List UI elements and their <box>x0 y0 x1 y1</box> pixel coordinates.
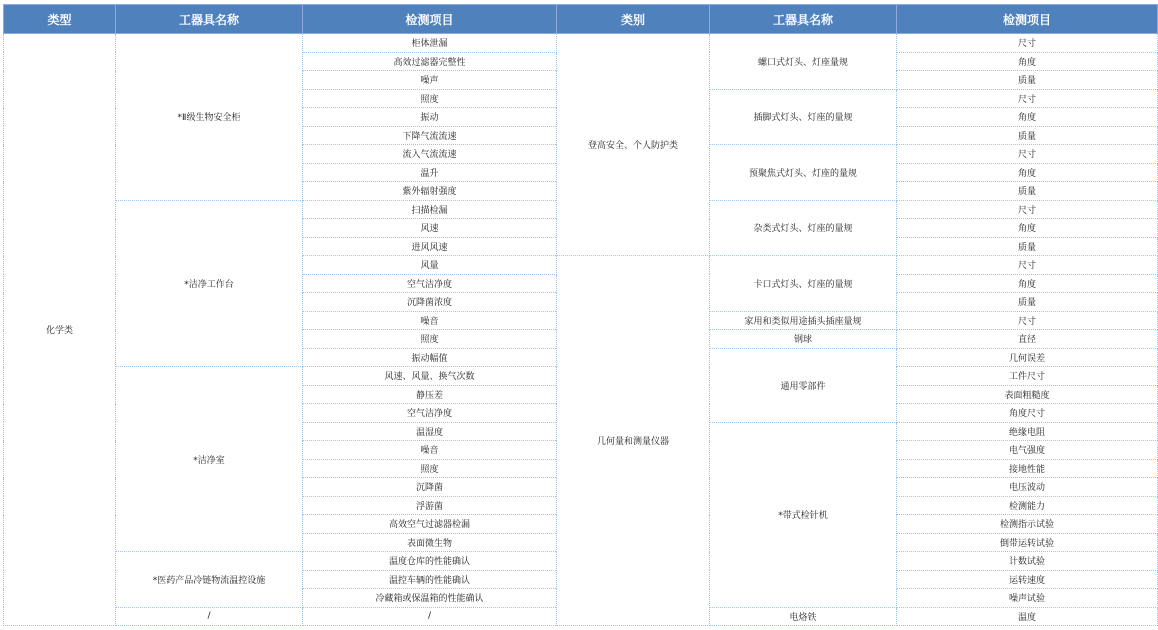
test-item-cell: 电压波动 <box>897 478 1158 497</box>
test-item-cell: 高效空气过滤器检漏 <box>303 515 557 534</box>
test-item-cell: 角度 <box>897 219 1158 238</box>
test-item-cell: 运转速度 <box>897 570 1158 589</box>
test-item-cell: 质量 <box>897 182 1158 201</box>
test-item-cell: 温升 <box>303 163 557 182</box>
test-item-cell: 噪音 <box>303 441 557 460</box>
test-item-cell: 质量 <box>897 293 1158 312</box>
inspection-table <box>3 4 1158 626</box>
tool-name-cell: 插脚式灯头、灯座的量规 <box>710 89 897 145</box>
test-item-cell: 检测指示试验 <box>897 515 1158 534</box>
test-item-cell: 照度 <box>303 89 557 108</box>
header-tool-name-right: 工器具名称 <box>710 5 897 34</box>
test-item-cell: 温度 <box>897 607 1158 626</box>
tool-name-cell: 杂类式灯头、灯座的量规 <box>710 200 897 256</box>
test-item-cell: 振动 <box>303 108 557 127</box>
test-item-cell: 角度 <box>897 274 1158 293</box>
tool-name-cell: 螺口式灯头、灯座量规 <box>710 34 897 90</box>
test-item-cell: 高效过滤器完整性 <box>303 52 557 71</box>
test-item-cell: 温度仓库的性能确认 <box>303 552 557 571</box>
tool-name-cell: *洁净室 <box>116 367 303 552</box>
test-item-cell: 噪音 <box>303 311 557 330</box>
test-item-cell: 冷藏箱或保温箱的性能确认 <box>303 589 557 608</box>
test-item-cell: 表面粗糙度 <box>897 385 1158 404</box>
test-item-cell: 空气洁净度 <box>303 404 557 423</box>
test-item-cell: 电气强度 <box>897 441 1158 460</box>
test-item-cell: 噪声 <box>303 71 557 90</box>
category-cell: 几何量和测量仪器 <box>557 256 710 626</box>
test-item-cell: 角度尺寸 <box>897 404 1158 423</box>
header-category: 类别 <box>557 5 710 34</box>
test-item-cell: 振动幅值 <box>303 348 557 367</box>
table-row <box>4 34 1158 53</box>
test-item-cell: 沉降菌浓度 <box>303 293 557 312</box>
test-item-cell: / <box>303 607 557 626</box>
test-item-cell: 尺寸 <box>897 311 1158 330</box>
test-item-cell: 进风风速 <box>303 237 557 256</box>
test-item-cell: 质量 <box>897 237 1158 256</box>
header-type: 类型 <box>4 5 116 34</box>
test-item-cell: 表面微生物 <box>303 533 557 552</box>
test-item-cell: 绝缘电阻 <box>897 422 1158 441</box>
test-item-cell: 照度 <box>303 459 557 478</box>
tool-name-cell: 家用和类似用途插头插座量规 <box>710 311 897 330</box>
test-item-cell: 下降气流流速 <box>303 126 557 145</box>
test-item-cell: 角度 <box>897 163 1158 182</box>
header-test-item-left: 检测项目 <box>303 5 557 34</box>
tool-name-cell: 预聚焦式灯头、灯座的量规 <box>710 145 897 201</box>
test-item-cell: 紫外辐射强度 <box>303 182 557 201</box>
test-item-cell: 尺寸 <box>897 256 1158 275</box>
test-item-cell: 直径 <box>897 330 1158 349</box>
test-item-cell: 流入气流流速 <box>303 145 557 164</box>
tool-name-cell: *带式检针机 <box>710 422 897 607</box>
test-item-cell: 噪声试验 <box>897 589 1158 608</box>
test-item-cell: 质量 <box>897 126 1158 145</box>
test-item-cell: 沉降菌 <box>303 478 557 497</box>
test-item-cell: 静压差 <box>303 385 557 404</box>
tool-name-cell: 钢球 <box>710 330 897 349</box>
tool-name-cell: *医药产品冷链物流温控设施 <box>116 552 303 608</box>
test-item-cell: 扫描检漏 <box>303 200 557 219</box>
test-item-cell: 风量 <box>303 256 557 275</box>
test-item-cell: 照度 <box>303 330 557 349</box>
category-cell: 登高安全、个人防护类 <box>557 34 710 256</box>
test-item-cell: 尺寸 <box>897 145 1158 164</box>
test-item-cell: 温控车辆的性能确认 <box>303 570 557 589</box>
test-item-cell: 风速 <box>303 219 557 238</box>
test-item-cell: 计数试验 <box>897 552 1158 571</box>
test-item-cell: 角度 <box>897 108 1158 127</box>
type-cell: 化学类 <box>4 34 116 626</box>
test-item-cell: 空气洁净度 <box>303 274 557 293</box>
tool-name-cell: 电烙铁 <box>710 607 897 626</box>
test-item-cell: 检测能力 <box>897 496 1158 515</box>
test-item-cell: 柜体泄漏 <box>303 34 557 53</box>
header-row <box>4 5 1158 34</box>
test-item-cell: 倒带运转试验 <box>897 533 1158 552</box>
tool-name-cell: / <box>116 607 303 626</box>
test-item-cell: 尺寸 <box>897 34 1158 53</box>
tool-name-cell: 通用零部件 <box>710 348 897 422</box>
tool-name-cell: *洁净工作台 <box>116 200 303 367</box>
test-item-cell: 温湿度 <box>303 422 557 441</box>
test-item-cell: 工件尺寸 <box>897 367 1158 386</box>
test-item-cell: 尺寸 <box>897 200 1158 219</box>
header-tool-name-left: 工器具名称 <box>116 5 303 34</box>
tool-name-cell: 卡口式灯头、灯座的量规 <box>710 256 897 312</box>
header-test-item-right: 检测项目 <box>897 5 1158 34</box>
test-item-cell: 几何误差 <box>897 348 1158 367</box>
test-item-cell: 尺寸 <box>897 89 1158 108</box>
tool-name-cell: *Ⅱ级生物安全柜 <box>116 34 303 201</box>
test-item-cell: 风速、风量、换气次数 <box>303 367 557 386</box>
test-item-cell: 接地性能 <box>897 459 1158 478</box>
test-item-cell: 角度 <box>897 52 1158 71</box>
test-item-cell: 浮游菌 <box>303 496 557 515</box>
test-item-cell: 质量 <box>897 71 1158 90</box>
